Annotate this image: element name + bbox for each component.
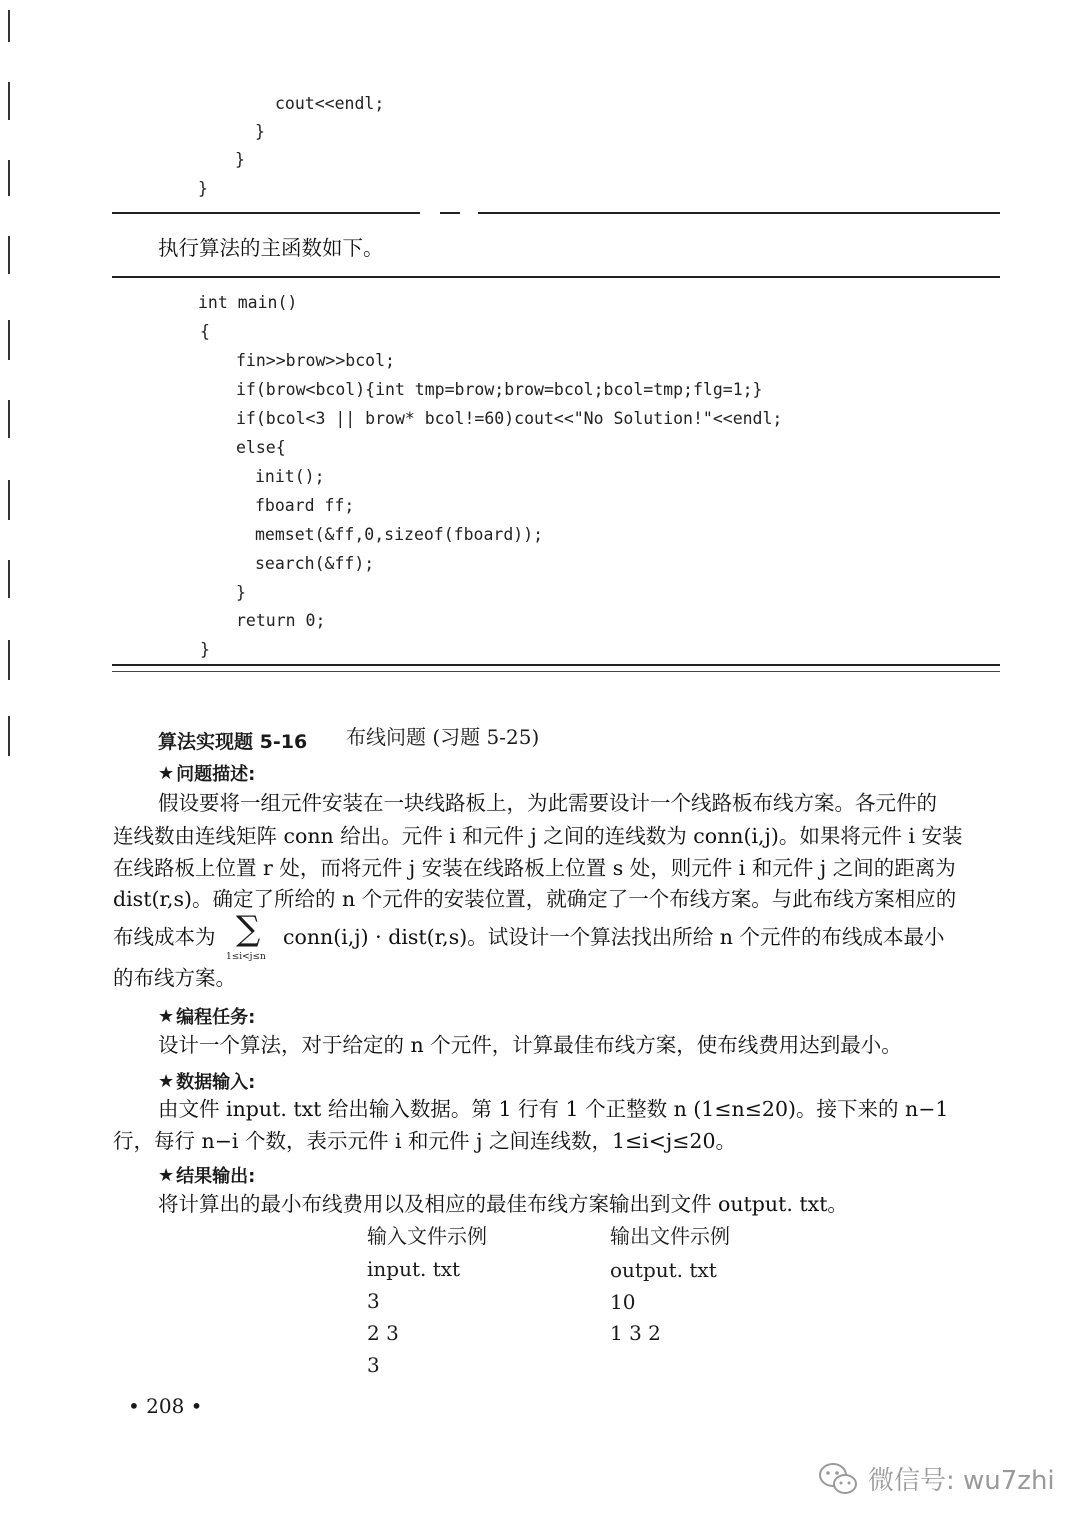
task-text: 设计一个算法，对于给定的 n 个元件，计算最佳布线方案，使布线费用达到最小。 [158, 1033, 902, 1057]
sum-subscript: 1≤i<j≤n [226, 952, 266, 962]
example-output-line: 10 [610, 1290, 636, 1314]
paragraph-line: 在线路板上位置 r 处，而将元件 j 安装在线路板上位置 s 处，则元件 i 和元件 j 之间的距离为 [113, 856, 956, 880]
cost-prefix: 布线成本为 [113, 925, 216, 949]
star-icon: ★ [158, 1005, 175, 1027]
example-output-line: 1 3 2 [610, 1321, 661, 1345]
divider [440, 212, 460, 214]
watermark-text: 微信号: wu7zhi [868, 1466, 1055, 1496]
output-text: 将计算出的最小布线费用以及相应的最佳布线方案输出到文件 output. txt。 [158, 1192, 848, 1216]
code-line: memset(&ff,0,sizeof(fboard)); [255, 525, 544, 544]
paragraph-line: 的布线方案。 [113, 966, 236, 990]
example-input-line: 2 3 [367, 1321, 399, 1345]
section-title: 布线问题 (习题 5-25) [346, 725, 540, 749]
star-icon: ★ [158, 1164, 175, 1186]
example-input-header: 输入文件示例 [367, 1224, 487, 1248]
paragraph-line: 行，每行 n−i 个数，表示元件 i 和元件 j 之间连线数，1≤i<j≤20。 [113, 1129, 737, 1153]
divider [112, 276, 1000, 278]
code-line: fboard ff; [255, 496, 355, 515]
star-icon: ★ [158, 1070, 175, 1092]
example-input-line: 3 [367, 1289, 380, 1313]
binding-mark [8, 640, 10, 680]
divider [112, 671, 1000, 672]
binding-mark [8, 160, 10, 196]
code-line: } [255, 122, 265, 141]
code-line: { [200, 322, 210, 341]
code-line: if(brow<bcol){int tmp=brow;brow=bcol;bcol=tmp;flg=1;} [236, 380, 763, 399]
input-heading [158, 1068, 255, 1094]
sum-symbol: ∑ [236, 909, 261, 949]
output-label: 结果输出: [176, 1166, 256, 1187]
example-input-line: 3 [367, 1353, 380, 1377]
code-line: else{ [236, 438, 286, 457]
paragraph-line: 假设要将一组元件安装在一块线路板上，为此需要设计一个线路板布线方案。各元件的 [158, 791, 937, 815]
example-output-header: 输出文件示例 [610, 1224, 730, 1248]
code-line: return 0; [236, 611, 326, 630]
watermark [818, 1460, 1055, 1497]
example-output-line: output. txt [610, 1258, 717, 1282]
code-line: search(&ff); [255, 554, 375, 573]
binding-mark [8, 320, 10, 360]
code-line: cout<<endl; [275, 94, 385, 113]
code-line: int main() [198, 293, 298, 312]
paragraph-line: dist(r,s)。确定了所给的 n 个元件的安装位置，就确定了一个布线方案。与此布线方案相应的 [113, 887, 957, 911]
binding-mark [8, 236, 10, 274]
divider [112, 212, 420, 214]
section-number: 算法实现题 5-16 [158, 731, 308, 753]
problem-heading [158, 760, 255, 786]
divider [478, 212, 1000, 214]
divider [112, 664, 1000, 666]
task-heading [158, 1003, 255, 1029]
cost-suffix: conn(i,j) · dist(r,s)。试设计一个算法找出所给 n 个元件的布线成本最小 [283, 925, 945, 949]
code-line: } [198, 179, 208, 198]
binding-mark [8, 716, 10, 756]
code-line: fin>>brow>>bcol; [236, 351, 395, 370]
star-icon: ★ [158, 762, 175, 784]
paragraph-line: 由文件 input. txt 给出输入数据。第 1 行有 1 个正整数 n (1≤n≤20)。接下来的 n−1 [158, 1097, 949, 1121]
problem-label: 问题描述: [176, 764, 256, 785]
wechat-icon [818, 1462, 858, 1496]
binding-mark [8, 82, 10, 120]
code-line: } [200, 640, 210, 659]
code-line: } [236, 583, 246, 602]
code-line: if(bcol<3 || brow* bcol!=60)cout<<"No Solution!"<<endl; [236, 409, 783, 428]
paragraph-line: 连线数由连线矩阵 conn 给出。元件 i 和元件 j 之间的连线数为 conn(i,j)。如果将元件 i 安装 [113, 824, 963, 848]
binding-mark [8, 560, 10, 598]
input-label: 数据输入: [176, 1072, 256, 1093]
page-number: • 208 • [128, 1394, 203, 1418]
code-line: init(); [255, 467, 325, 486]
binding-mark [8, 480, 10, 520]
binding-mark [8, 10, 10, 42]
output-heading [158, 1162, 255, 1188]
code-line: } [235, 150, 245, 169]
binding-mark [8, 400, 10, 438]
example-input-line: input. txt [367, 1257, 461, 1281]
intro-text: 执行算法的主函数如下。 [158, 236, 384, 260]
task-label: 编程任务: [176, 1007, 256, 1028]
